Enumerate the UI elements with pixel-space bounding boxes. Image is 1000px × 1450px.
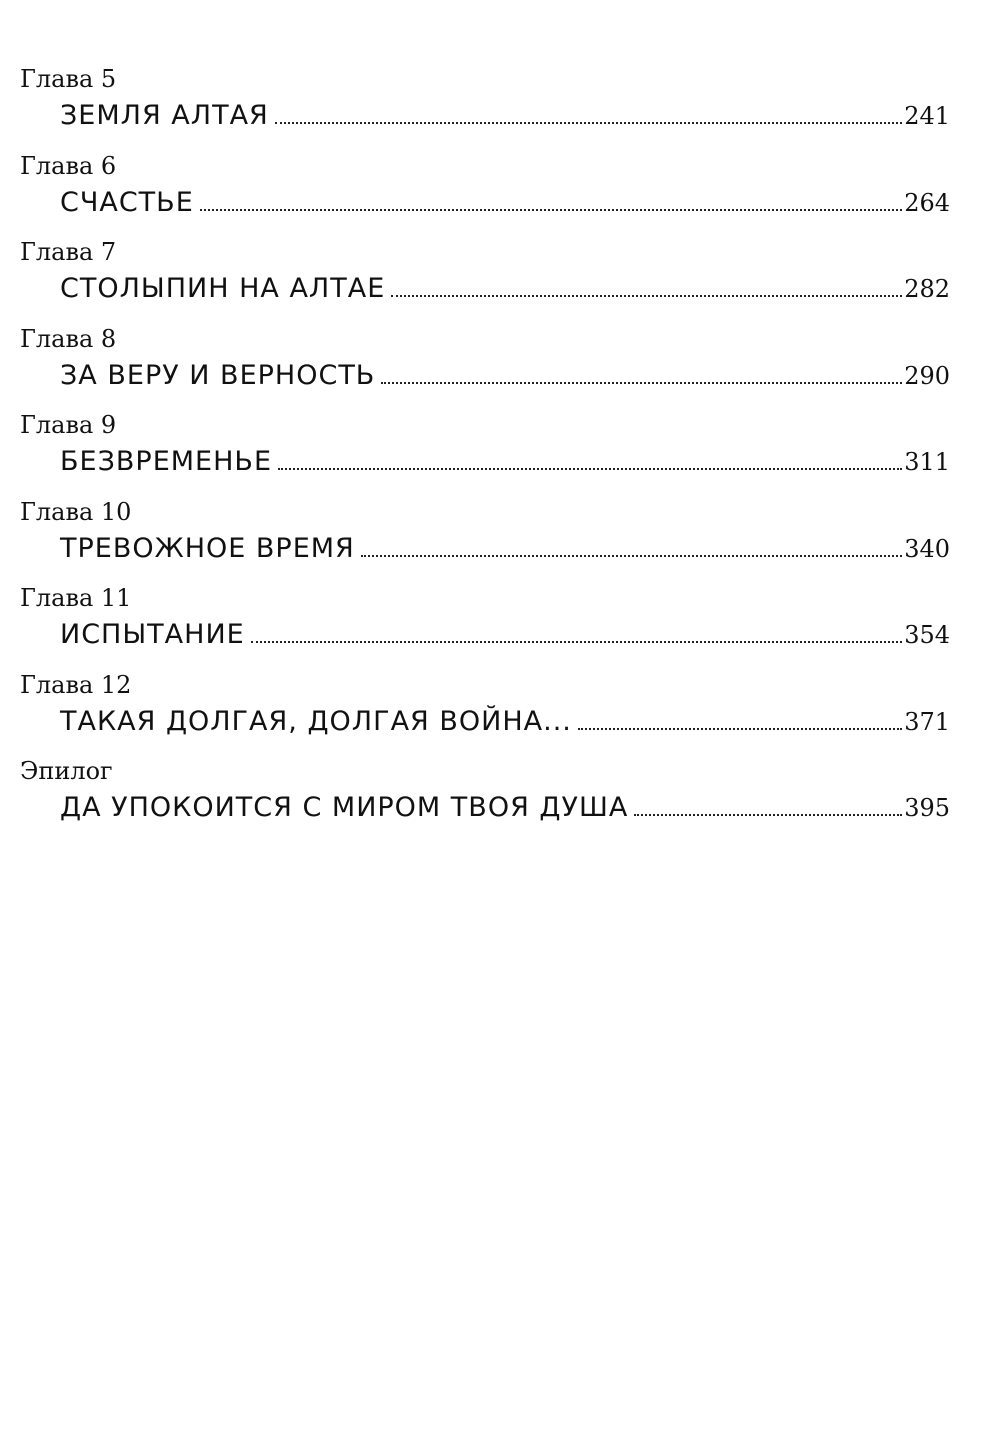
page-number: 371 [904,707,950,736]
chapter-title: ТРЕВОЖНОЕ ВРЕМЯ [60,532,355,564]
chapter-title: ИСПЫТАНИЕ [60,619,245,650]
page-number: 264 [904,188,950,217]
toc-line [60,183,950,223]
dot-leader [391,295,902,297]
chapter-title: ТАКАЯ ДОЛГАЯ, ДОЛГАЯ ВОЙНА... [60,705,572,737]
toc-entry [20,581,950,668]
chapter-label: Глава 9 [20,411,117,439]
toc-line [60,702,950,742]
dot-leader [275,122,902,124]
chapter-label: Глава 12 [20,670,132,699]
chapter-label: Глава 7 [20,238,117,266]
chapter-label: Глава 8 [20,324,117,353]
toc-entry [20,668,950,755]
toc-line [60,529,950,569]
dot-leader [251,641,902,643]
toc-entry [20,322,950,409]
dot-leader [634,814,902,816]
toc-line [60,788,950,828]
chapter-label: Глава 6 [20,151,117,180]
toc-line [60,269,950,309]
toc-entry [20,495,950,582]
toc-entry [20,408,950,495]
page-number: 290 [904,361,950,390]
toc-line [60,356,950,396]
epilogue-title: ДА УПОКОИТСЯ С МИРОМ ТВОЯ ДУША [60,792,629,823]
toc-entry [20,62,950,149]
epilogue-label: Эпилог [20,757,113,785]
page-number: 395 [904,794,950,822]
dot-leader [278,468,902,470]
chapter-label: Глава 10 [20,497,132,526]
chapter-title: БЕЗВРЕМЕНЬЕ [60,446,272,477]
page-number: 354 [904,621,950,649]
page-number: 340 [904,534,950,563]
dot-leader [200,209,902,211]
dot-leader [361,555,902,557]
page-number: 282 [904,275,950,303]
chapter-title: СЧАСТЬЕ [60,186,194,218]
chapter-label: Глава 11 [20,584,132,612]
chapter-title: ЗА ВЕРУ И ВЕРНОСТЬ [60,359,376,391]
toc-line [60,96,950,136]
toc-line [60,615,950,655]
chapter-title: СТОЛЫПИН НА АЛТАЕ [60,273,386,304]
toc-entry [20,149,950,236]
dot-leader [578,728,902,730]
chapter-title: ЗЕМЛЯ АЛТАЯ [60,100,269,131]
toc-entry [20,754,950,841]
page-number: 241 [904,102,950,130]
page-number: 311 [904,448,950,476]
toc-entry [20,235,950,322]
chapter-label: Глава 5 [20,65,117,93]
toc-line [60,442,950,482]
dot-leader [381,382,902,384]
table-of-contents [20,62,950,841]
